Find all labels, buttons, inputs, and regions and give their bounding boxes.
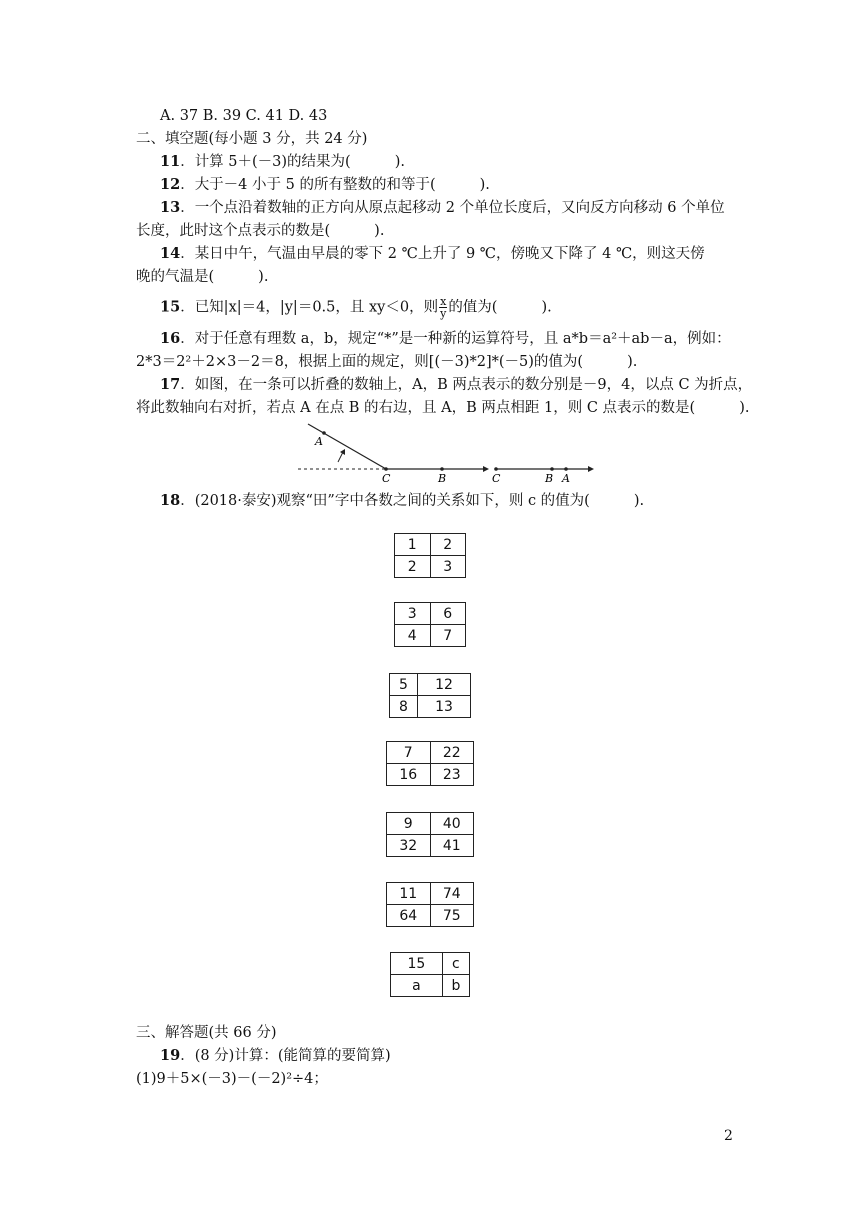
question-tail: ).	[258, 269, 269, 285]
question-tail: ).	[479, 177, 490, 193]
question-text: 已知|x|＝4，|y|＝0.5，且 xy＜0，则	[194, 299, 439, 316]
point-a	[564, 467, 568, 471]
grid-cell: 40	[430, 813, 474, 835]
fold-arrow	[338, 452, 343, 462]
question-number: 14	[160, 245, 181, 262]
grid-cell: 12	[417, 674, 470, 696]
label-b: B	[545, 472, 554, 485]
question-12: 12．大于－4 小于 5 的所有整数的和等于( ).	[160, 176, 490, 193]
question-number: 18	[160, 492, 181, 509]
grid-cell: 8	[390, 696, 418, 718]
question-text: 大于－4 小于 5 的所有整数的和等于(	[194, 177, 436, 193]
question-number: 11	[160, 153, 181, 170]
question-tail: ).	[374, 223, 385, 239]
question-tail: ).	[739, 400, 750, 416]
point-c	[494, 467, 498, 471]
point-b	[440, 467, 444, 471]
grid-cell: 15	[391, 953, 443, 975]
question-13-line-1: 13．一个点沿着数轴的正方向从原点起移动 2 个单位长度后，又向反方向移动 6 个单位	[160, 199, 725, 216]
arrow-head	[588, 466, 594, 472]
question-14-line-1: 14．某日中午，气温由早晨的零下 2 ℃上升了 9 ℃，傍晚又下降了 4 ℃，则这天傍	[160, 245, 705, 262]
q10-choices: A. 37 B. 39 C. 41 D. 43	[160, 108, 328, 124]
grid-2	[394, 602, 466, 647]
question-number: 13	[160, 199, 181, 216]
question-18: 18．(2018·泰安)观察“田”字中各数之间的关系如下，则 c 的值为( ).	[160, 492, 645, 509]
page-number: 2	[724, 1128, 733, 1144]
grid-cell: 11	[387, 883, 431, 905]
grid-4	[386, 741, 474, 786]
question-text: 一个点沿着数轴的正方向从原点起移动 2 个单位长度后，又向反方向移动 6 个单位	[194, 200, 725, 216]
arrow-head	[483, 466, 489, 472]
question-text: 计算 5＋(－3)的结果为(	[194, 154, 351, 170]
grid-cell: 32	[387, 835, 431, 857]
question-text: 对于任意有理数 a，b，规定“*”是一种新的运算符号，且 a*b＝a²＋ab－a，例如：	[194, 331, 731, 347]
grid-cell: 7	[387, 742, 431, 764]
folding-number-line-figure	[290, 418, 600, 488]
question-number: 16	[160, 330, 181, 347]
grid-cell: 1	[395, 534, 431, 556]
label-c: C	[382, 472, 391, 485]
question-text-2: 的值为(	[448, 299, 498, 316]
question-tail: ).	[627, 354, 638, 370]
question-11: 11．计算 5＋(－3)的结果为( ).	[160, 153, 405, 170]
question-16-line-2	[136, 352, 637, 372]
question-13-line-2	[136, 221, 384, 241]
question-text: 某日中午，气温由早晨的零下 2 ℃上升了 9 ℃，傍晚又下降了 4 ℃，则这天傍	[194, 246, 705, 262]
grid-1	[394, 533, 466, 578]
grid-cell: 13	[417, 696, 470, 718]
label-a: A	[562, 472, 570, 485]
question-number: 15	[160, 298, 181, 316]
grid-cell: 22	[430, 742, 474, 764]
section-2-title: 二、填空题(每小题 3 分，共 24 分)	[136, 131, 368, 147]
question-tail: ).	[394, 154, 405, 170]
question-14-line-2	[136, 267, 268, 287]
question-text: 2*3＝2²＋2×3－2＝8，根据上面的规定，则[(－3)*2]*(－5)的值为(	[136, 354, 584, 370]
point-c	[384, 467, 388, 471]
question-text: 长度，此时这个点表示的数是(	[136, 223, 331, 239]
question-16-line-1: 16．对于任意有理数 a，b，规定“*”是一种新的运算符号，且 a*b＝a²＋ab－a，例如：	[160, 330, 731, 347]
grid-5	[386, 812, 474, 857]
grid-cell: 6	[430, 603, 466, 625]
label-c: C	[492, 472, 501, 485]
grid-7	[390, 952, 470, 997]
question-17-line-2	[136, 398, 750, 418]
question-text: (2018·泰安)观察“田”字中各数之间的关系如下，则 c 的值为(	[194, 493, 590, 509]
section-3-title: 三、解答题(共 66 分)	[136, 1025, 277, 1041]
label-a: A	[315, 435, 323, 448]
grid-cell: c	[442, 953, 469, 975]
grid-cell: b	[442, 975, 469, 997]
question-text: (8 分)计算：(能简算的要简算)	[194, 1048, 391, 1064]
question-text: 如图，在一条可以折叠的数轴上，A，B 两点表示的数分别是－9，4，以点 C 为折点，	[194, 377, 753, 393]
grid-cell: 23	[430, 764, 474, 786]
fraction-x-over-y: $\frac{x}{y}$	[440, 295, 447, 320]
grid-cell: 74	[430, 883, 474, 905]
question-19: 19．(8 分)计算：(能简算的要简算)	[160, 1047, 391, 1064]
grid-6	[386, 882, 474, 927]
grid-cell: 75	[430, 905, 474, 927]
grid-cell: 2	[395, 556, 431, 578]
question-text: 将此数轴向右对折，若点 A 在点 B 的右边，且 A，B 两点相距 1，则 C 点表示的数是(	[136, 400, 696, 416]
question-number: 17	[160, 376, 181, 393]
grid-cell: 5	[390, 674, 418, 696]
grid-cell: 4	[395, 625, 431, 647]
grid-cell: 9	[387, 813, 431, 835]
grid-cell: 41	[430, 835, 474, 857]
grid-3	[389, 673, 471, 718]
grid-cell: 3	[430, 556, 466, 578]
question-number: 19	[160, 1047, 181, 1064]
question-text: 晚的气温是(	[136, 269, 215, 285]
question-17-line-1: 17．如图，在一条可以折叠的数轴上，A，B 两点表示的数分别是－9，4，以点 C 为折点，	[160, 376, 753, 393]
grid-cell: a	[391, 975, 443, 997]
label-b: B	[438, 472, 447, 485]
point-b	[550, 467, 554, 471]
question-tail: ).	[633, 493, 645, 509]
grid-cell: 7	[430, 625, 466, 647]
grid-cell: 3	[395, 603, 431, 625]
grid-cell: 64	[387, 905, 431, 927]
question-19-part-1: (1)9＋5×(－3)－(－2)²÷4；	[136, 1071, 328, 1087]
question-15: 15．已知|x|＝4，|y|＝0.5，且 xy＜0，则 $\frac{x}{y}$ 的值为( ).	[160, 295, 552, 320]
grid-cell: 2	[430, 534, 466, 556]
grid-cell: 16	[387, 764, 431, 786]
question-tail: ).	[541, 299, 552, 316]
question-number: 12	[160, 176, 181, 193]
